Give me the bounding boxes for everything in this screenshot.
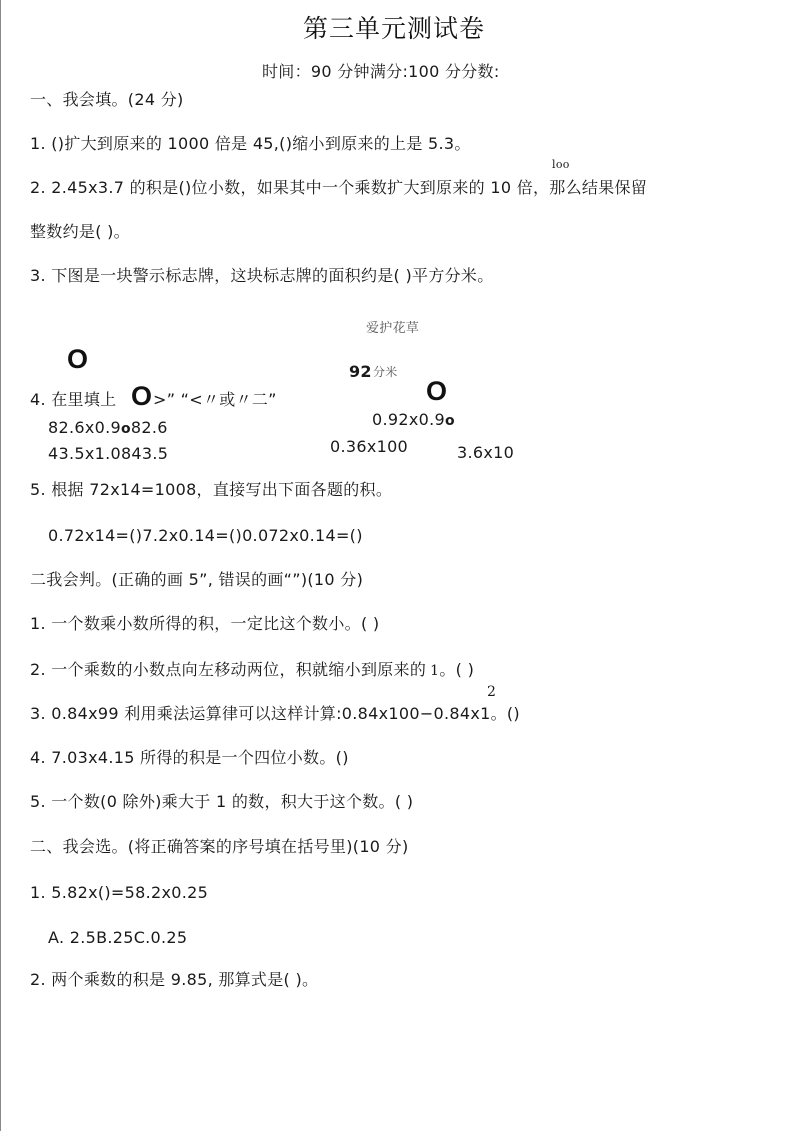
part1-q1: 1. ()扩大到原来的 1000 倍是 45,()缩小到原来的上是 5.3。 xyxy=(30,134,471,153)
part1-q2-line2: 整数约是( )。 xyxy=(30,222,130,241)
part2-heading: 二我会判。(正确的画 5”, 错误的画“”)(10 分) xyxy=(30,570,364,589)
part3-q2: 2. 两个乘数的积是 9.85, 那算式是( )。 xyxy=(30,970,319,989)
part1-q4-item-a: 82.6x0.9o82.6 xyxy=(48,418,168,437)
sign-area-unit: 分米 xyxy=(373,365,398,379)
part2-item-2: 2. 一个乘数的小数点向左移动两位，积就缩小到原来的 1。( ) xyxy=(30,660,475,679)
part2-item-4: 4. 7.03x4.15 所得的积是一个四位小数。() xyxy=(30,748,349,767)
part1-q1-fraction-mark: loo xyxy=(552,158,570,171)
part1-q5: 5. 根据 72x14=1008，直接写出下面各题的积。 xyxy=(30,480,393,499)
part1-q5-answers: 0.72x14=()7.2x0.14=()0.072x0.14=() xyxy=(48,526,363,545)
part2-item-1: 1. 一个数乘小数所得的积，一定比这个数小。( ) xyxy=(30,614,380,633)
part3-heading: 二、我会选。(将正确答案的序号填在括号里)(10 分) xyxy=(30,837,409,856)
part1-q4-prefix: 4. 在里填上 xyxy=(30,390,117,409)
part1-heading: 一、我会填。(24 分) xyxy=(30,90,184,109)
part1-q4-item-e: 3.6x10 xyxy=(457,443,515,462)
part1-q3: 3. 下图是一块警示标志牌，这块标志牌的面积约是( )平方分米。 xyxy=(30,266,494,285)
part1-q4-item-b: 43.5x1.0843.5 xyxy=(48,444,169,463)
page-title: 第三单元测试卷 xyxy=(303,14,486,43)
compare-circle-inline-icon: O xyxy=(131,381,153,411)
sign-text: 爱护花草 xyxy=(366,321,420,336)
compare-circle-right-icon: O xyxy=(426,376,448,406)
part1-q4-suffix: >” “<〃或〃二” xyxy=(153,390,277,409)
part3-q1: 1. 5.82x()=58.2x0.25 xyxy=(30,883,209,902)
part1-q4-item-d: 0.36x100 xyxy=(330,437,409,456)
sign-area-value: 92 xyxy=(349,362,372,381)
part1-q2-line1: 2. 2.45x3.7 的积是()位小数，如果其中一个乘数扩大到原来的 10 倍，那么结果保留 xyxy=(30,178,648,197)
page-left-border xyxy=(0,0,1,1131)
part1-q4-item-c: 0.92x0.9o xyxy=(372,410,455,429)
compare-circle-icon: O xyxy=(67,344,89,374)
exam-meta: 时间：90 分钟满分:100 分分数: xyxy=(262,62,500,81)
part2-item-3: 3. 0.84x99 利用乘法运算律可以这样计算:0.84x100−0.84x1。() xyxy=(30,704,520,723)
part2-item-2-denominator: 2 xyxy=(487,684,497,700)
part3-q1-options: A. 2.5B.25C.0.25 xyxy=(48,928,188,947)
part2-item-5: 5. 一个数(0 除外)乘大于 1 的数，积大于这个数。( ) xyxy=(30,792,414,811)
